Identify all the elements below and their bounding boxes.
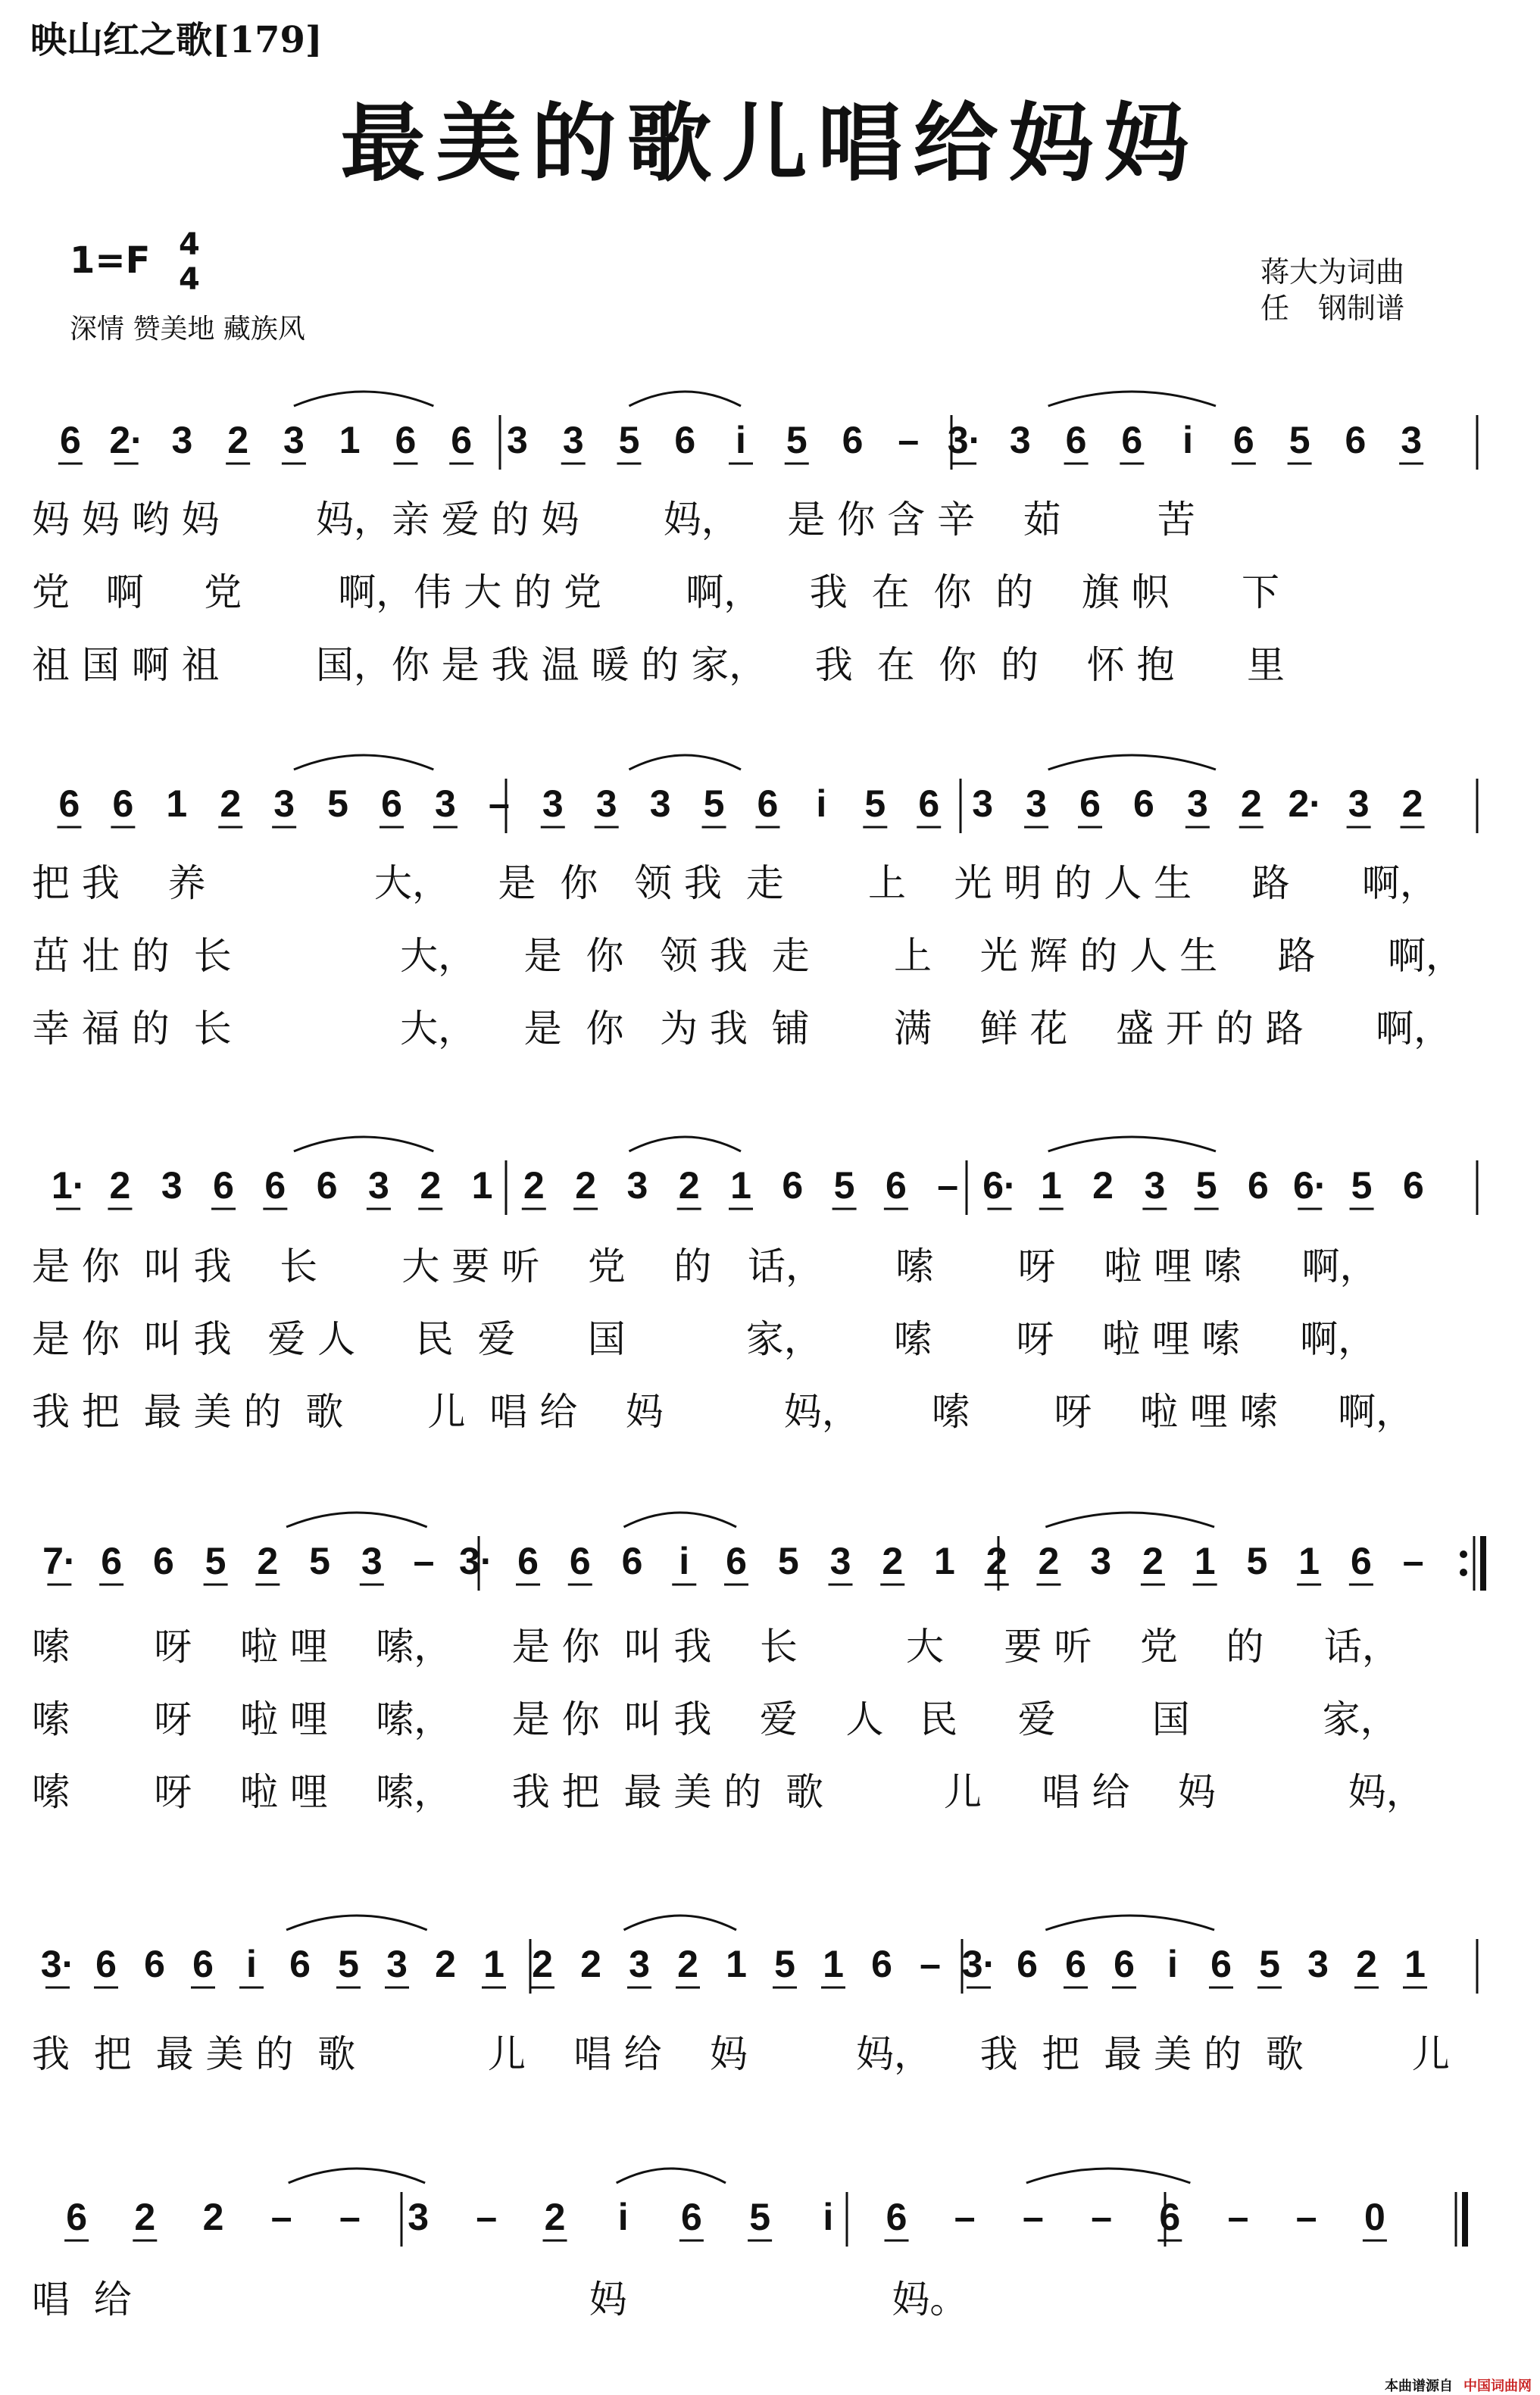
score-note: 5 <box>749 2196 771 2238</box>
time-signature-top: 4 <box>179 227 200 262</box>
score-note: – <box>937 1164 959 1207</box>
score-system-2 <box>57 755 1477 833</box>
score-note: 3 <box>1009 419 1031 461</box>
score-note: 2· <box>1288 782 1322 825</box>
score-note: 5 <box>338 1943 359 1985</box>
score-note: 2 <box>1356 1943 1377 1985</box>
slur-arc <box>1048 755 1216 770</box>
score-note: 6 <box>674 419 696 461</box>
score-note: 5 <box>618 419 640 461</box>
time-signature-bottom: 4 <box>179 262 200 297</box>
score-note: 2 <box>435 1943 456 1985</box>
score-note: 6 <box>1402 1164 1424 1207</box>
score-note: 6 <box>1133 782 1154 825</box>
score-note: 6 <box>152 1540 174 1582</box>
score-note: 6 <box>1065 1943 1086 1985</box>
score-system-1 <box>58 392 1477 470</box>
score-note: i <box>246 1943 257 1985</box>
slur-arc <box>286 1513 427 1527</box>
score-note: 2 <box>575 1164 597 1207</box>
score-note: 3 <box>972 782 994 825</box>
score-note: 1 <box>1298 1540 1320 1582</box>
score-note: – <box>270 2196 292 2238</box>
score-note: 3 <box>435 782 456 825</box>
slur-arc <box>629 392 741 406</box>
score-note: 7· <box>42 1540 77 1582</box>
score-note: 3 <box>1401 419 1423 461</box>
score-note: 3 <box>542 782 564 825</box>
repeat-dot <box>1460 1550 1467 1558</box>
score-note: 6 <box>289 1943 311 1985</box>
score-note: i <box>617 2196 629 2238</box>
score-note: 3 <box>283 419 305 461</box>
score-note: 6 <box>782 1164 804 1207</box>
score-note: 6 <box>569 1540 591 1582</box>
score-note: 3 <box>408 2196 430 2238</box>
score-note: 2 <box>677 1943 698 1985</box>
score-note: 6 <box>66 2196 88 2238</box>
song-title: 最美的歌儿唱给妈妈 <box>340 94 1200 193</box>
score-note: 6 <box>101 1540 123 1582</box>
score-note: 5 <box>786 419 807 461</box>
lyric-line: 唱 给 妈 妈。 <box>32 2278 968 2322</box>
score-note: i <box>679 1540 690 1582</box>
score-note: 6 <box>264 1164 286 1207</box>
score-note: – <box>488 782 510 825</box>
score-note: 5 <box>774 1943 795 1985</box>
score-note: 2 <box>678 1164 700 1207</box>
lyric-line: 嗦 呀 啦 哩 嗦， 是 你 叫 我 爱 人 民 爱 国 家， <box>32 1697 1398 1741</box>
score-note: 6 <box>1114 1943 1135 1985</box>
slur-arc <box>1045 1513 1214 1527</box>
lyric-line: 妈 妈 哟 妈 妈，亲 爱 的 妈 妈， 是 你 含 辛 茹 苦 <box>32 498 1195 542</box>
score-note: 6 <box>1017 1943 1038 1985</box>
score-note: 2 <box>202 2196 224 2238</box>
slur-arc <box>629 755 741 770</box>
lyric-line: 幸 福 的 长 大， 是 你 为 我 铺 满 鲜 花 盛 开 的 路 啊， <box>32 1007 1452 1051</box>
score-note: 2 <box>580 1943 601 1985</box>
slur-arc <box>294 755 433 770</box>
score-note: 2 <box>1092 1164 1114 1207</box>
score-note: 3 <box>649 782 671 825</box>
score-note: 3· <box>40 1943 75 1985</box>
score-note: 6 <box>1065 419 1087 461</box>
score-note: 2 <box>134 2196 156 2238</box>
score-note: – <box>339 2196 361 2238</box>
score-note: 6· <box>1293 1164 1327 1207</box>
lyric-line: 嗦 呀 啦 哩 嗦， 是 你 叫 我 长 大 要 听 党 的 话， <box>32 1625 1400 1669</box>
score-note: 6 <box>59 419 81 461</box>
score-note: 3 <box>1348 782 1370 825</box>
score-note: 5 <box>205 1540 226 1582</box>
score-note: 2 <box>532 1943 553 1985</box>
score-note: 6 <box>95 1943 117 1985</box>
score-note: 3· <box>459 1540 493 1582</box>
score-note: 6 <box>112 782 134 825</box>
score-note: 5 <box>1259 1943 1280 1985</box>
lyric-line: 把 我 养 大， 是 你 领 我 走 上 光 明 的 人 生 路 啊， <box>32 861 1438 905</box>
slur-arc <box>624 1916 736 1930</box>
score-note: 6 <box>1079 782 1101 825</box>
score-note: i <box>823 2196 834 2238</box>
score-note: 3 <box>273 782 295 825</box>
score-note: 3 <box>1186 782 1208 825</box>
score-note: 2 <box>220 782 242 825</box>
score-note: 3 <box>629 1943 650 1985</box>
score-note: 6 <box>871 1943 892 1985</box>
score-note: 6· <box>982 1164 1017 1207</box>
score-note: 5 <box>864 782 886 825</box>
score-note: 2 <box>1240 782 1262 825</box>
score-note: 6 <box>1121 419 1143 461</box>
score-note: 6 <box>517 1540 539 1582</box>
score-note: 6 <box>726 1540 747 1582</box>
score-note: 6 <box>316 1164 338 1207</box>
score-note: 6 <box>58 782 80 825</box>
score-note: 5 <box>833 1164 855 1207</box>
score-note: 3 <box>1144 1164 1166 1207</box>
score-note: 6 <box>1232 419 1254 461</box>
score-note: 3 <box>507 419 528 461</box>
score-note: – <box>1091 2196 1113 2238</box>
score-note: 6 <box>757 782 779 825</box>
score-note: 3 <box>562 419 584 461</box>
series-label: 映山红之歌[179] <box>30 19 323 61</box>
score-note: 3 <box>361 1540 383 1582</box>
score-note: i <box>816 782 827 825</box>
score-note: – <box>954 2196 976 2238</box>
score-note: 3· <box>947 419 982 461</box>
score-note: 5 <box>327 782 348 825</box>
score-note: 3· <box>961 1943 996 1985</box>
score-system-3 <box>52 1137 1477 1215</box>
slur-arc <box>629 1137 741 1151</box>
score-note: 5 <box>777 1540 799 1582</box>
score-note: 1 <box>730 1164 751 1207</box>
score-note: 1· <box>51 1164 86 1207</box>
score-note: 1 <box>471 1164 493 1207</box>
repeat-dot <box>1460 1569 1467 1576</box>
score-note: 1 <box>934 1540 955 1582</box>
score-note: 1 <box>1404 1943 1426 1985</box>
credit-lyrics-music: 蒋大为词曲 <box>1260 257 1405 289</box>
slur-arc <box>294 392 433 406</box>
score-note: 6 <box>680 2196 702 2238</box>
slur-arc <box>1048 1137 1216 1151</box>
score-note: 5 <box>1351 1164 1373 1207</box>
score-note: 2 <box>986 1540 1007 1582</box>
credit-notation: 任 钢制谱 <box>1260 293 1405 325</box>
score-note: 3 <box>386 1943 408 1985</box>
score-note: 6 <box>1350 1540 1372 1582</box>
score-note: 5 <box>309 1540 330 1582</box>
score-note: 5 <box>1289 419 1310 461</box>
score-note: 3 <box>626 1164 648 1207</box>
slur-arc <box>294 1137 433 1151</box>
score-note: 2 <box>1142 1540 1164 1582</box>
score-system-6 <box>64 2169 1465 2247</box>
score-note: 5 <box>1246 1540 1268 1582</box>
score-note: 6 <box>842 419 864 461</box>
score-note: 2 <box>109 1164 131 1207</box>
score-note: 2 <box>257 1540 279 1582</box>
score-note: – <box>476 2196 498 2238</box>
score-note: 1 <box>1194 1540 1216 1582</box>
score-note: 6 <box>885 1164 907 1207</box>
score-note: 6 <box>192 1943 214 1985</box>
score-note: – <box>1402 1540 1424 1582</box>
score-note: 6 <box>1345 419 1367 461</box>
score-note: 0 <box>1364 2196 1385 2238</box>
slur-arc <box>617 2169 726 2183</box>
key-signature: 1=F <box>70 239 151 282</box>
score-note: 2 <box>882 1540 904 1582</box>
score-note: 6 <box>144 1943 165 1985</box>
score-note: 1 <box>726 1943 747 1985</box>
score-note: i <box>1167 1943 1178 1985</box>
lyric-line: 我 把 最 美 的 歌 儿 唱 给 妈 妈， 嗦 呀 啦 哩 嗦 啊， <box>32 1390 1414 1434</box>
score-note: 3 <box>368 1164 389 1207</box>
score-note: 6 <box>621 1540 643 1582</box>
score-note: 2 <box>523 1164 545 1207</box>
score-note: i <box>736 419 746 461</box>
score-system-5 <box>41 1916 1477 1994</box>
score-note: – <box>413 1540 435 1582</box>
score-note: – <box>898 419 920 461</box>
score-note: – <box>1295 2196 1317 2238</box>
lyric-line: 嗦 呀 啦 哩 嗦， 我 把 最 美 的 歌 儿 唱 给 妈 妈， <box>32 1770 1424 1814</box>
score-note: 1 <box>339 419 361 461</box>
score-note: 6 <box>381 782 402 825</box>
score-note: – <box>920 1943 941 1985</box>
score-note: 3 <box>161 1164 183 1207</box>
score-note: 3 <box>1307 1943 1329 1985</box>
lyric-line: 是 你 叫 我 爱 人 民 爱 国 家， 嗦 呀 啦 哩 嗦 啊， <box>32 1317 1376 1361</box>
source-site-name: 中国词曲网 <box>1463 2378 1532 2394</box>
score-note: – <box>1227 2196 1249 2238</box>
score-note: 6 <box>1210 1943 1232 1985</box>
slur-arc <box>1048 392 1216 406</box>
score-note: 3 <box>829 1540 851 1582</box>
score-note: 2 <box>1038 1540 1060 1582</box>
score-note: 2 <box>544 2196 566 2238</box>
score-note: 6 <box>395 419 417 461</box>
score-note: 5 <box>703 782 725 825</box>
score-note: 1 <box>166 782 188 825</box>
slur-arc <box>286 1916 427 1930</box>
slur-arc <box>289 2169 425 2183</box>
expression-marking: 深情 赞美地 藏族风 <box>70 314 305 345</box>
score-note: 2 <box>420 1164 442 1207</box>
score-note: 6 <box>918 782 940 825</box>
lyric-line: 党 啊 党 啊，伟 大 的 党 啊， 我 在 你 的 旗 帜 下 <box>32 570 1279 614</box>
score-note: 1 <box>483 1943 504 1985</box>
lyric-line: 是 你 叫 我 长 大 要 听 党 的 话， 嗦 呀 啦 哩 嗦 啊， <box>32 1244 1378 1288</box>
slur-arc <box>624 1513 736 1527</box>
score-note: 6 <box>1248 1164 1269 1207</box>
score-note: 2 <box>1401 782 1423 825</box>
score-note: 2 <box>227 419 249 461</box>
score-note: – <box>1022 2196 1044 2238</box>
score-note: 3 <box>595 782 617 825</box>
score-note: 3 <box>1026 782 1047 825</box>
score-note: 5 <box>1195 1164 1217 1207</box>
score-note: 6 <box>451 419 473 461</box>
lyric-line: 茁 壮 的 长 大， 是 你 领 我 走 上 光 辉 的 人 生 路 啊， <box>32 934 1464 978</box>
source-label: 本曲谱源自 <box>1385 2378 1453 2394</box>
score-note: 6 <box>213 1164 234 1207</box>
score-note: 3 <box>171 419 193 461</box>
lyric-line: 祖 国 啊 祖 国，你 是 我 温 暖 的 家， 我 在 你 的 怀 抱 里 <box>32 643 1285 687</box>
score-note: i <box>1182 419 1194 461</box>
score-note: 1 <box>1040 1164 1062 1207</box>
lyric-line: 我 把 最 美 的 歌 儿 唱 给 妈 妈， 我 把 最 美 的 歌 儿 <box>32 2032 1450 2076</box>
score-note: 2· <box>109 419 143 461</box>
score-note: 6 <box>1159 2196 1181 2238</box>
score-note: 6 <box>886 2196 907 2238</box>
score-note: 3 <box>1090 1540 1112 1582</box>
score-system-4 <box>42 1513 1483 1591</box>
slur-arc <box>1026 2169 1190 2183</box>
slur-arc <box>1045 1916 1214 1930</box>
score-note: 1 <box>823 1943 844 1985</box>
